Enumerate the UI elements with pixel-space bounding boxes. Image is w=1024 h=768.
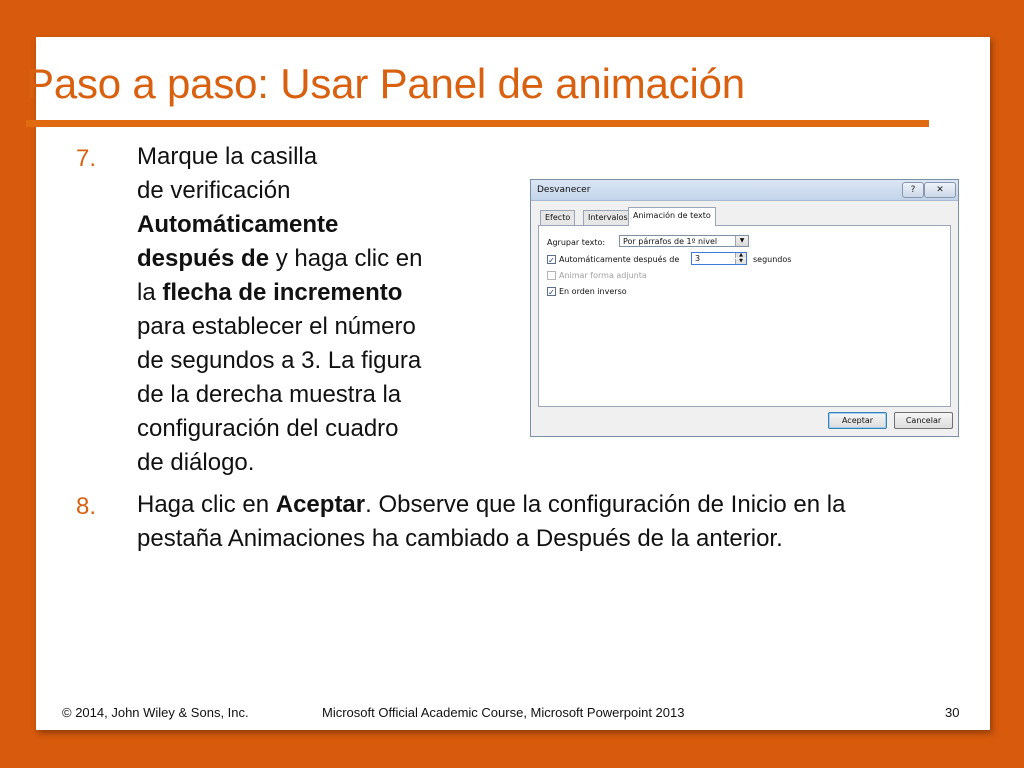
step-number-8: 8. bbox=[76, 493, 97, 520]
slide-title: Paso a paso: Usar Panel de animación bbox=[26, 60, 745, 107]
dialog-titlebar bbox=[531, 180, 958, 201]
reverse-order-checkbox[interactable]: ✓ bbox=[548, 288, 555, 297]
step7-line8: configuración del cuadro bbox=[137, 415, 399, 442]
close-button[interactable]: ✕ bbox=[924, 182, 956, 198]
tab-intervalos[interactable]: Intervalos bbox=[583, 210, 633, 225]
fade-dialog bbox=[530, 179, 959, 437]
decrement-arrow-icon[interactable]: ▼ bbox=[735, 259, 746, 264]
dialog-title: Desvanecer bbox=[537, 185, 591, 195]
tab-efecto[interactable]: Efecto bbox=[540, 210, 575, 225]
footer-course: Microsoft Official Academic Course, Microsoft Powerpoint 2013 bbox=[322, 705, 685, 720]
auto-after-stepper[interactable] bbox=[691, 252, 747, 265]
group-text-row bbox=[547, 237, 745, 247]
step7-line6: de segundos a 3. La figura bbox=[137, 347, 422, 374]
tab-panel bbox=[538, 225, 951, 407]
chevron-down-icon[interactable]: ▼ bbox=[735, 236, 748, 246]
auto-after-checkbox[interactable]: ✓ bbox=[548, 256, 555, 265]
group-text-select[interactable] bbox=[619, 235, 749, 247]
title-divider bbox=[26, 120, 929, 127]
footer-copyright: © 2014, John Wiley & Sons, Inc. bbox=[62, 705, 249, 720]
page-number: 30 bbox=[945, 705, 960, 720]
step7-bold-after: después de bbox=[137, 245, 270, 272]
auto-after-units: segundos bbox=[753, 255, 792, 264]
step8-post: . Observe que la configuración de Inicio en la pestaña Animaciones ha cambiado a Después de la anterior. bbox=[137, 491, 846, 552]
tab-animacion-texto[interactable]: Animación de texto bbox=[628, 207, 716, 226]
auto-after-row bbox=[547, 252, 792, 265]
step8-bold-accept: Aceptar bbox=[275, 491, 366, 518]
step7-line5: para establecer el número bbox=[137, 313, 416, 340]
step7-line7: de la derecha muestra la bbox=[137, 381, 402, 408]
step-text-8 bbox=[137, 488, 927, 556]
auto-after-value[interactable]: 3 bbox=[695, 254, 701, 263]
ok-button[interactable]: Aceptar bbox=[828, 412, 887, 429]
animate-shape-label: Animar forma adjunta bbox=[559, 271, 647, 280]
auto-after-label: Automáticamente después de bbox=[559, 255, 680, 264]
animate-shape-checkbox[interactable] bbox=[547, 271, 556, 280]
increment-arrow-icon[interactable]: ▲ bbox=[735, 253, 746, 258]
step7-bold-auto: Automáticamente bbox=[137, 211, 339, 238]
step7-line4: la bbox=[137, 279, 163, 306]
reverse-order-label: En orden inverso bbox=[559, 287, 627, 296]
step7-line3: y haga clic en bbox=[269, 245, 423, 272]
help-button[interactable]: ? bbox=[902, 182, 924, 198]
group-text-label: Agrupar texto: bbox=[547, 238, 606, 247]
dialog-body bbox=[538, 204, 951, 405]
animate-shape-row bbox=[547, 271, 647, 280]
reverse-order-row bbox=[547, 287, 627, 296]
step7-line1: Marque la casilla bbox=[137, 143, 318, 170]
step7-line2: de verificación bbox=[137, 177, 291, 204]
step7-line9: de diálogo. bbox=[137, 449, 255, 476]
step7-bold-arrow: flecha de incremento bbox=[162, 279, 403, 306]
step-number-7: 7. bbox=[76, 145, 97, 172]
step-text-7 bbox=[137, 140, 487, 480]
cancel-button[interactable]: Cancelar bbox=[894, 412, 953, 429]
step8-pre: Haga clic en bbox=[137, 491, 276, 518]
group-text-value: Por párrafos de 1º nivel bbox=[623, 237, 718, 246]
